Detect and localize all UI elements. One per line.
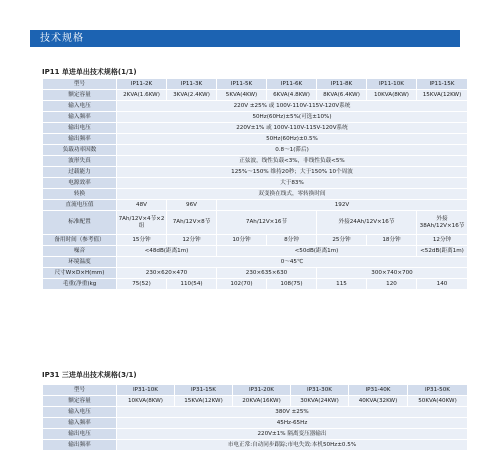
noise-cell: <48dB(距离1m)	[117, 246, 217, 257]
spec-value: 市电正常:自动同步跟踪;市电失效:本机50Hz±0.5%	[117, 440, 468, 451]
model-cell: IP11-10K	[367, 79, 417, 90]
row-label: 输出频率	[43, 440, 117, 451]
spec-value: 正弦波，线性负载<3%，非线性负载<5%	[117, 156, 468, 167]
ip31-row-capacity	[43, 396, 468, 407]
capacity-cell: 15KVA(12KW)	[417, 90, 468, 101]
capacity-cell: 5KVA(4KW)	[217, 90, 267, 101]
model-cell: IP11-2K	[117, 79, 167, 90]
backup-cell: 18分钟	[367, 235, 417, 246]
capacity-cell: 15KVA(12KW)	[175, 396, 233, 407]
weight-cell: 140	[417, 279, 468, 290]
ip11-row-backup-time	[43, 235, 468, 246]
noise-cell: <50dB(距离1m)	[217, 246, 417, 257]
noise-cell: <52dB(距离1m)	[417, 246, 468, 257]
backup-cell: 10分钟	[217, 235, 267, 246]
row-label: 输入频率	[43, 112, 117, 123]
ip11-row-out-voltage	[43, 123, 468, 134]
capacity-cell: 8KVA(6.4KW)	[317, 90, 367, 101]
spec-value: 50Hz(60Hz)±0.5%	[117, 134, 468, 145]
capacity-cell: 50KVA(40KW)	[408, 396, 468, 407]
weight-cell: 110(54)	[167, 279, 217, 290]
ip11-row-temperature	[43, 257, 468, 268]
ip31-spec-table	[42, 384, 468, 451]
backup-cell: 12分钟	[167, 235, 217, 246]
weight-cell: 75(52)	[117, 279, 167, 290]
dc-voltage-cell: 96V	[167, 200, 217, 211]
model-cell: IP31-50K	[408, 385, 468, 396]
row-label: 输出电压	[43, 123, 117, 134]
battery-cell: 7Ah/12V×4节×2组	[117, 211, 167, 235]
ip11-row-power-factor	[43, 145, 468, 156]
spec-value: 0～45℃	[117, 257, 468, 268]
ip11-row-efficiency	[43, 178, 468, 189]
row-label: 电源效率	[43, 178, 117, 189]
model-cell: IP11-8K	[317, 79, 367, 90]
spec-value: 220V±1% 隔离变压器输出	[117, 429, 468, 440]
row-label: 输出频率	[43, 134, 117, 145]
row-label: 输入频率	[43, 418, 117, 429]
model-cell: IP31-10K	[117, 385, 175, 396]
dimension-cell: 230×635×630	[217, 268, 317, 279]
dimension-cell: 300×740×700	[317, 268, 468, 279]
ip31-row-out-voltage	[43, 429, 468, 440]
model-cell: IP11-5K	[217, 79, 267, 90]
row-label: 额定容量	[43, 396, 117, 407]
ip31-section-title: IP31 三进单出技术规格(3/1)	[42, 371, 137, 379]
row-label: 转换	[43, 189, 117, 200]
battery-cell: 7Ah/12V×16节	[217, 211, 317, 235]
page-header	[30, 30, 460, 47]
capacity-cell: 10KVA(8KW)	[367, 90, 417, 101]
weight-cell: 115	[317, 279, 367, 290]
row-label: 负载功率因数	[43, 145, 117, 156]
row-label: 输出电压	[43, 429, 117, 440]
ip31-row-out-freq	[43, 440, 468, 451]
model-cell: IP11-15K	[417, 79, 468, 90]
dimension-cell: 230×620×470	[117, 268, 217, 279]
ip11-row-noise	[43, 246, 468, 257]
ip11-row-battery	[43, 211, 468, 235]
ip11-row-overload	[43, 167, 468, 178]
ip11-row-in-voltage	[43, 101, 468, 112]
spec-value: 双变换在线式，零转换时间	[117, 189, 468, 200]
row-label: 输入电压	[43, 407, 117, 418]
row-label: 额定容量	[43, 90, 117, 101]
model-cell: IP11-6K	[267, 79, 317, 90]
capacity-cell: 10KVA(8KW)	[117, 396, 175, 407]
ip11-row-model	[43, 79, 468, 90]
capacity-cell: 6KVA(4.8KW)	[267, 90, 317, 101]
weight-cell: 120	[367, 279, 417, 290]
ip11-row-dc-voltage	[43, 200, 468, 211]
weight-cell: 102(70)	[217, 279, 267, 290]
model-cell: IP11-3K	[167, 79, 217, 90]
ip11-row-weight	[43, 279, 468, 290]
ip11-section-title: IP11 单进单出技术规格(1/1)	[42, 68, 137, 76]
model-cell: IP31-30K	[291, 385, 349, 396]
ip11-row-dimension	[43, 268, 468, 279]
row-label: 波形失真	[43, 156, 117, 167]
spec-value: 0.8～1(滞后)	[117, 145, 468, 156]
battery-cell: 外接24Ah/12V×16节	[317, 211, 417, 235]
ip31-row-in-freq	[43, 418, 468, 429]
row-label: 直流电压值	[43, 200, 117, 211]
row-label: 噪音	[43, 246, 117, 257]
dc-voltage-cell: 192V	[217, 200, 468, 211]
spec-value: 380V ±25%	[117, 407, 468, 418]
row-label: 备用时间（参考值）	[43, 235, 117, 246]
row-label: 型号	[43, 385, 117, 396]
spec-value: 50Hz(60Hz)±5%(可选±10%)	[117, 112, 468, 123]
row-label: 过载能力	[43, 167, 117, 178]
weight-cell: 108(75)	[267, 279, 317, 290]
capacity-cell: 20KVA(16KW)	[233, 396, 291, 407]
capacity-cell: 3KVA(2.4KW)	[167, 90, 217, 101]
capacity-cell: 40KVA(32KW)	[349, 396, 408, 407]
backup-cell: 25分钟	[317, 235, 367, 246]
battery-cell: 外接38Ah/12V×16节	[417, 211, 468, 235]
ip31-row-in-voltage	[43, 407, 468, 418]
row-label: 输入电压	[43, 101, 117, 112]
ip11-row-waveform	[43, 156, 468, 167]
battery-cell: 7Ah/12V×8节	[167, 211, 217, 235]
ip31-row-model	[43, 385, 468, 396]
ip11-row-capacity	[43, 90, 468, 101]
ip11-row-out-freq	[43, 134, 468, 145]
spec-value: 220V ±25% 或 100V-110V-115V-120V系统	[117, 101, 468, 112]
ip11-row-transfer	[43, 189, 468, 200]
row-label: 标准配置	[43, 211, 117, 235]
row-label: 型号	[43, 79, 117, 90]
row-label: 尺寸W×D×H(mm)	[43, 268, 117, 279]
spec-value: 125%～150% 维持20秒；大于150% 10个周波	[117, 167, 468, 178]
ip11-row-in-freq	[43, 112, 468, 123]
spec-value: 45Hz-65Hz	[117, 418, 468, 429]
backup-cell: 15分钟	[117, 235, 167, 246]
ip11-spec-table	[42, 78, 468, 290]
row-label: 环境温度	[43, 257, 117, 268]
capacity-cell: 30KVA(24KW)	[291, 396, 349, 407]
capacity-cell: 2KVA(1.6KW)	[117, 90, 167, 101]
spec-value: 220V±1% 或 100V-110V-115V-120V系统	[117, 123, 468, 134]
model-cell: IP31-15K	[175, 385, 233, 396]
model-cell: IP31-40K	[349, 385, 408, 396]
backup-cell: 12分钟	[417, 235, 468, 246]
page-header-text: 技术规格	[40, 33, 84, 44]
spec-value: 大于83%	[117, 178, 468, 189]
row-label: 毛重(净重)kg	[43, 279, 117, 290]
backup-cell: 8分钟	[267, 235, 317, 246]
dc-voltage-cell: 48V	[117, 200, 167, 211]
model-cell: IP31-20K	[233, 385, 291, 396]
